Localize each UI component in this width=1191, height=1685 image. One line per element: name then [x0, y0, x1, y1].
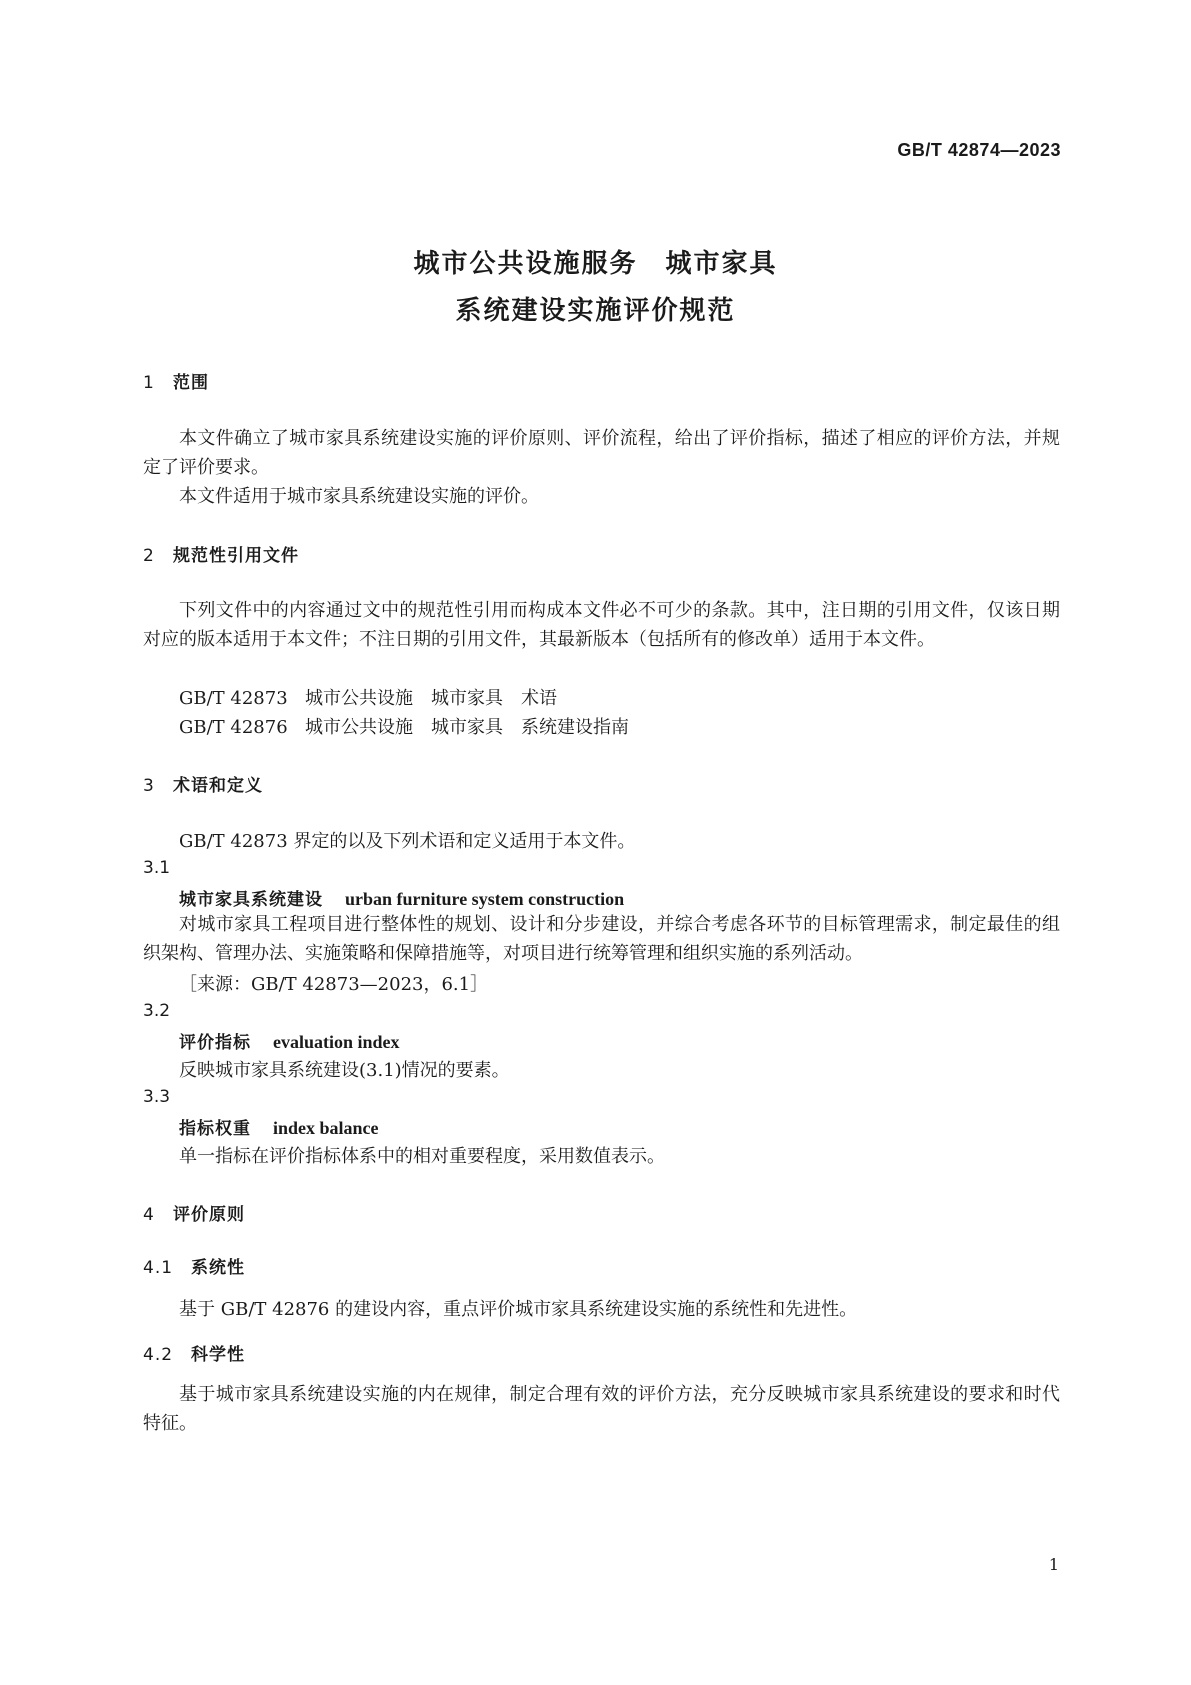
term-definition: 单一指标在评价指标体系中的相对重要程度，采用数值表示。	[179, 1146, 665, 1167]
section-2-heading	[143, 541, 299, 566]
term-number: 3.3	[143, 1087, 171, 1107]
term-title	[179, 885, 624, 910]
section-1-heading	[143, 368, 209, 393]
section-4-title: 评价原则	[173, 1205, 245, 1225]
subsection-number: 4.2	[143, 1345, 174, 1365]
subsection-title: 系统性	[191, 1258, 245, 1278]
term-title	[179, 1114, 379, 1139]
section-2-number: 2	[143, 546, 155, 566]
section-2-title: 规范性引用文件	[173, 546, 299, 566]
reference-part: 城市家具	[431, 688, 503, 709]
term-definition: 对城市家具工程项目进行整体性的规划、设计和分步建设，并综合考虑各环节的目标管理需求，制定最佳的组织架构、管理办法、实施策略和保障措施等，对项目进行统筹管理和组织实施的系列活动。	[143, 914, 1060, 964]
term-title	[179, 1028, 400, 1053]
section-1-paragraph-2: 本文件适用于城市家具系统建设实施的评价。	[179, 486, 539, 507]
section-1-number: 1	[143, 373, 155, 393]
standard-number: GB/T 42874—2023	[897, 140, 1061, 160]
reference-part: 城市公共设施	[305, 717, 413, 738]
section-4-number: 4	[143, 1205, 155, 1225]
term-english: urban furniture system construction	[345, 889, 625, 909]
section-4-heading	[143, 1200, 245, 1225]
subsection-4-2-paragraph: 基于城市家具系统建设实施的内在规律，制定合理有效的评价方法，充分反映城市家具系统建设的要求和时代特征。	[143, 1384, 1060, 1434]
normative-reference	[179, 684, 557, 710]
term-english: index balance	[273, 1118, 379, 1138]
section-2-paragraph: 下列文件中的内容通过文中的规范性引用而构成本文件必不可少的条款。其中，注日期的引用文件，仅该日期对应的版本适用于本文件；不注日期的引用文件，其最新版本（包括所有的修改单）适用于本文件。	[143, 600, 1060, 650]
term-source: ［来源：GB/T 42873—2023，6.1］	[179, 974, 489, 995]
section-3-heading	[143, 771, 263, 796]
reference-part: 术语	[521, 688, 557, 709]
term-definition: 反映城市家具系统建设(3.1)情况的要素。	[179, 1060, 510, 1081]
subsection-4-2-heading	[143, 1340, 245, 1365]
term-number: 3.2	[143, 1001, 171, 1021]
reference-code: GB/T 42876	[179, 717, 288, 738]
section-1-paragraph-1: 本文件确立了城市家具系统建设实施的评价原则、评价流程，给出了评价指标，描述了相应的评价方法，并规定了评价要求。	[143, 428, 1060, 478]
section-1-title: 范围	[173, 373, 209, 393]
term-english: evaluation index	[273, 1032, 400, 1052]
subsection-title: 科学性	[191, 1345, 245, 1365]
document-title-line1: 城市公共设施服务 城市家具	[413, 249, 778, 279]
term-chinese: 城市家具系统建设	[179, 890, 323, 910]
reference-code: GB/T 42873	[179, 688, 288, 709]
section-3-title: 术语和定义	[173, 776, 263, 796]
reference-part: 城市家具	[431, 717, 503, 738]
term-chinese: 指标权重	[179, 1119, 251, 1139]
page-number: 1	[1048, 1555, 1059, 1574]
reference-part: 系统建设指南	[521, 717, 629, 738]
term-chinese: 评价指标	[179, 1033, 251, 1053]
normative-reference	[179, 713, 629, 739]
document-title-line2: 系统建设实施评价规范	[455, 296, 736, 326]
reference-part: 城市公共设施	[305, 688, 413, 709]
subsection-number: 4.1	[143, 1258, 174, 1278]
subsection-4-1-paragraph: 基于 GB/T 42876 的建设内容，重点评价城市家具系统建设实施的系统性和先进性。	[179, 1299, 858, 1320]
section-3-number: 3	[143, 776, 155, 796]
term-number: 3.1	[143, 858, 171, 878]
section-3-intro: GB/T 42873 界定的以及下列术语和定义适用于本文件。	[179, 831, 636, 852]
subsection-4-1-heading	[143, 1253, 245, 1278]
